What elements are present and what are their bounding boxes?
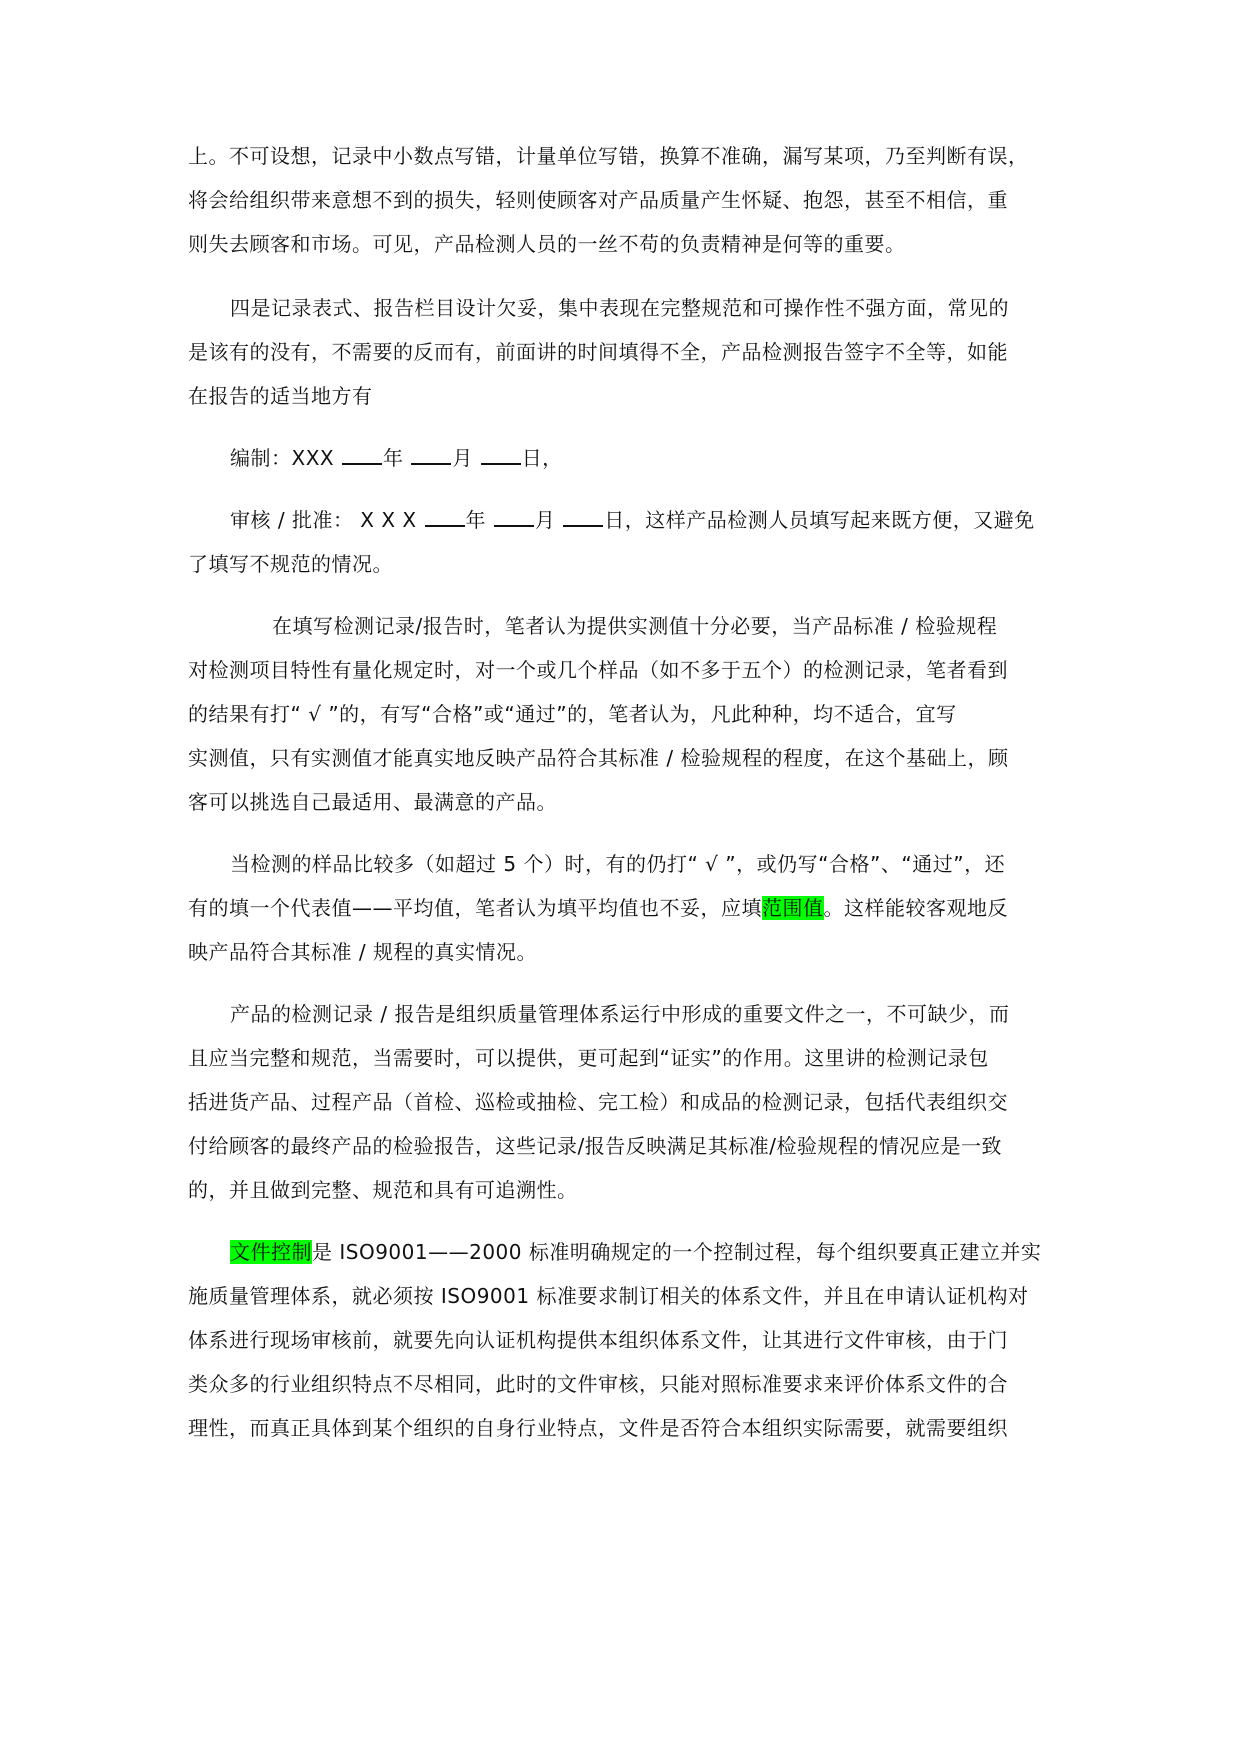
- compile-label: 编制：XXX: [230, 446, 335, 470]
- document-control-highlight: 文件控制: [230, 1240, 312, 1264]
- compile-month-blank: [411, 445, 451, 465]
- compile-year-blank: [342, 445, 382, 465]
- paragraph-5-line-2: 且应当完整和规范，当需要时，可以提供，更可起到“证实”的作用。这里讲的检测记录包: [188, 1046, 989, 1070]
- paragraph-5-line-5: 的，并且做到完整、规范和具有可追溯性。: [188, 1178, 578, 1202]
- compile-day-blank: [481, 445, 521, 465]
- approve-label: 审核 / 批准： X X X: [230, 508, 417, 532]
- paragraph-6-line-5: 理性，而真正具体到某个组织的自身行业特点，文件是否符合本组织实际需要，就需要组织: [188, 1416, 1008, 1440]
- paragraph-4-line-2-after: 。这样能较客观地反: [823, 896, 1008, 920]
- approve-signature-line: [230, 506, 1035, 534]
- paragraph-3-line-3: 的结果有打“ √ ”的，有写“合格”或“通过”的，笔者认为，凡此种种，均不适合，宜写: [188, 702, 957, 726]
- compile-day-label: 日，: [521, 446, 563, 470]
- paragraph-2-line-3: 在报告的适当地方有: [188, 384, 373, 408]
- paragraph-3-line-2: 对检测项目特性有量化规定时，对一个或几个样品（如不多于五个）的检测记录，笔者看到: [188, 658, 1008, 682]
- compile-month-label: 月: [452, 446, 473, 470]
- paragraph-2-line-1: 四是记录表式、报告栏目设计欠妥，集中表现在完整规范和可操作性不强方面，常见的: [230, 296, 1009, 320]
- approve-day-blank: [563, 507, 603, 527]
- approve-year-label: 年: [465, 508, 486, 532]
- paragraph-6-line-2: 施质量管理体系，就必须按 ISO9001 标准要求制订相关的体系文件，并且在申请认证机构对: [188, 1284, 1029, 1308]
- paragraph-3-line-1: 在填写检测记录/报告时，笔者认为提供实测值十分必要，当产品标准 / 检验规程: [272, 614, 998, 638]
- paragraph-5-line-4: 付给顾客的最终产品的检验报告，这些记录/报告反映满足其标准/检验规程的情况应是一致: [188, 1134, 1002, 1158]
- paragraph-5-line-3: 括进货产品、过程产品（首检、巡检或抽检、完工检）和成品的检测记录，包括代表组织交: [188, 1090, 1008, 1114]
- approve-month-blank: [494, 507, 534, 527]
- paragraph-4-line-3: 映产品符合其标准 / 规程的真实情况。: [188, 940, 537, 964]
- paragraph-2-line-2: 是该有的没有，不需要的反而有，前面讲的时间填得不全，产品检测报告签字不全等，如能: [188, 340, 1008, 364]
- compile-signature-line: [230, 444, 563, 472]
- paragraph-3-line-5: 客可以挑选自己最适用、最满意的产品。: [188, 790, 557, 814]
- compile-year-label: 年: [382, 446, 404, 470]
- paragraph-4-line-2: [188, 894, 1008, 922]
- paragraph-5-line-1: 产品的检测记录 / 报告是组织质量管理体系运行中形成的重要文件之一，不可缺少，而: [230, 1002, 1010, 1026]
- approve-year-blank: [425, 507, 465, 527]
- paragraph-6-line-1: [230, 1238, 1041, 1266]
- approve-signature-line-2: 了填写不规范的情况。: [188, 552, 393, 576]
- paragraph-4-line-2-before: 有的填一个代表值——平均值，笔者认为填平均值也不妥，应填: [188, 896, 762, 920]
- paragraph-6-line-1-after: 是 ISO9001——2000 标准明确规定的一个控制过程，每个组织要真正建立并实: [312, 1240, 1042, 1264]
- paragraph-6-line-4: 类众多的行业组织特点不尽相同，此时的文件审核，只能对照标准要求来评价体系文件的合: [188, 1372, 1008, 1396]
- approve-day-label: 日，这样产品检测人员填写起来既方便，又避免: [604, 508, 1035, 532]
- paragraph-6-line-3: 体系进行现场审核前，就要先向认证机构提供本组织体系文件，让其进行文件审核，由于门: [188, 1328, 1008, 1352]
- paragraph-1-line-2: 将会给组织带来意想不到的损失，轻则使顾客对产品质量产生怀疑、抱怨，甚至不相信，重: [188, 188, 1008, 212]
- range-value-highlight: 范围值: [762, 896, 824, 920]
- paragraph-3-line-4: 实测值，只有实测值才能真实地反映产品符合其标准 / 检验规程的程度，在这个基础上，顾: [188, 746, 1009, 770]
- approve-month-label: 月: [534, 508, 556, 532]
- paragraph-1-line-3: 则失去顾客和市场。可见，产品检测人员的一丝不苟的负责精神是何等的重要。: [188, 232, 906, 256]
- paragraph-1-line-1: 上。不可设想，记录中小数点写错，计量单位写错，换算不准确，漏写某项，乃至判断有误，: [188, 144, 1029, 168]
- paragraph-4-line-1: 当检测的样品比较多（如超过 5 个）时，有的仍打“ √ ”，或仍写“合格”、“通过”，还: [230, 852, 1006, 876]
